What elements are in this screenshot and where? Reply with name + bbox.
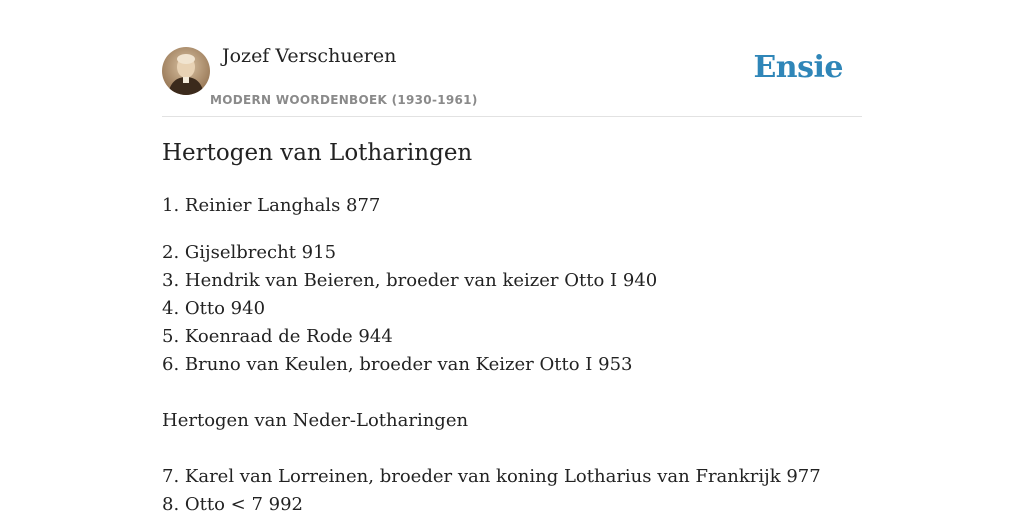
list-item: 1. Reinier Langhals 877 xyxy=(162,195,381,216)
author-portrait-image xyxy=(162,47,210,95)
entry-title: Hertogen van Lotharingen xyxy=(162,140,473,166)
source-dictionary[interactable]: MODERN WOORDENBOEK (1930-1961) xyxy=(210,93,478,107)
list-item: 8. Otto < 7 992 xyxy=(162,494,304,512)
author-avatar[interactable] xyxy=(162,47,210,95)
entry-header xyxy=(162,0,862,117)
list-item: 7. Karel van Lorreinen, broeder van koning Lotharius van Frankrijk 977 xyxy=(162,466,821,487)
list-item: 6. Bruno van Keulen, broeder van Keizer Otto I 953 xyxy=(162,354,633,375)
author-name[interactable]: Jozef Verschueren xyxy=(222,45,397,67)
list-item: 3. Hendrik van Beieren, broeder van keizer Otto I 940 xyxy=(162,270,658,291)
ensie-logo[interactable]: Ensie xyxy=(753,50,843,85)
section-heading: Hertogen van Neder-Lotharingen xyxy=(162,410,469,431)
list-item: 5. Koenraad de Rode 944 xyxy=(162,326,393,347)
list-item: 2. Gijselbrecht 915 xyxy=(162,242,337,263)
list-item: 4. Otto 940 xyxy=(162,298,266,319)
